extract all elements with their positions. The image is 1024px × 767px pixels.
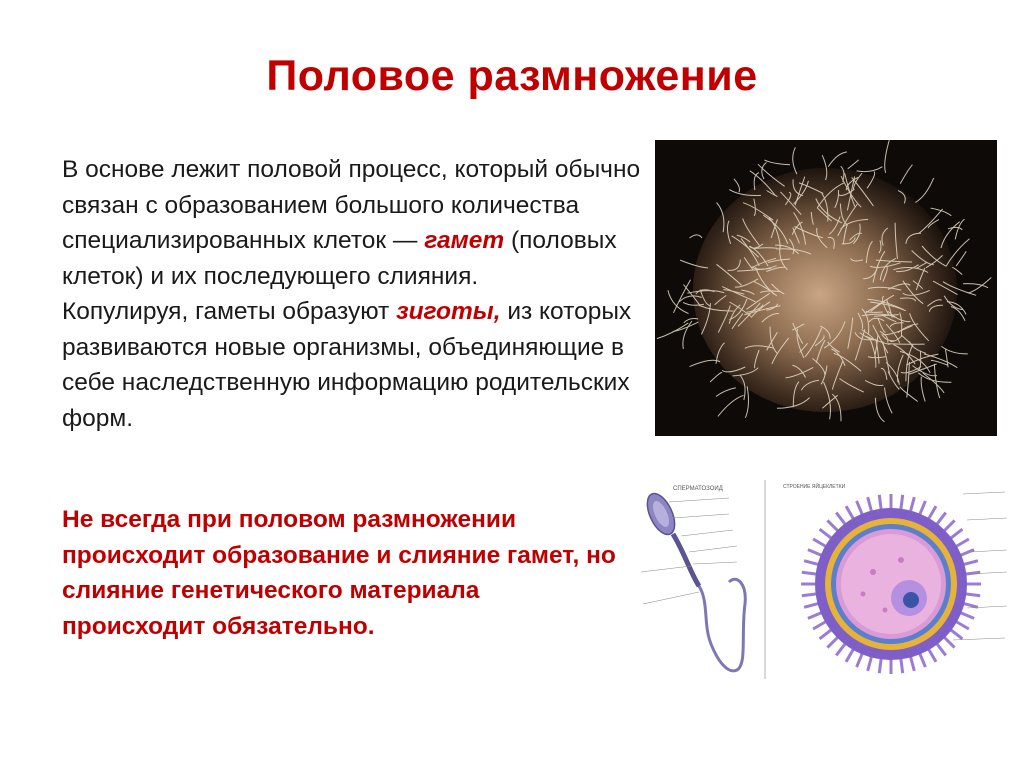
paragraph2-part1: Копулируя, гаметы образуют [62, 298, 397, 325]
sperm-label: СПЕРМАТОЗОИД [673, 486, 723, 492]
sperm-egg-fertilization-photo-icon [655, 140, 997, 436]
egg-spike-mark [901, 657, 903, 673]
paragraph2-part2: из которых развиваются новые организмы, объединяющие в себе наследственную информацию родительских форм. [62, 298, 632, 432]
main-paragraph [62, 152, 662, 436]
egg-spike-mark [879, 657, 881, 673]
egg-label: СТРОЕНИЕ ЯЙЦЕКЛЕТКИ [783, 484, 846, 490]
egg-spike-mark [901, 495, 903, 511]
gametes-diagram [633, 474, 1013, 684]
paragraph1-part2: (половых клеток) и их последующего слияния. [62, 227, 617, 290]
fertilization-photo [655, 140, 997, 436]
egg-spike-mark [802, 572, 818, 574]
sperm-and-egg-cell-diagram-icon [633, 474, 1013, 684]
term-gametes: гамет [424, 227, 505, 254]
note-text: Не всегда при половом размножении происходит образование и слияние гамет, но слияние генетического материала происходит обязательно. [62, 506, 616, 640]
sperm-tail-mark [888, 344, 925, 345]
paragraph1-part1: В основе лежит половой процесс, который обычно связан с образованием большого количества специализированных клеток — [62, 156, 641, 254]
slide-title: Половое размножение [266, 52, 758, 100]
egg-spike-mark [802, 594, 818, 596]
term-zygotes: зиготы, [396, 298, 501, 325]
egg-spike-mark [879, 495, 881, 511]
egg-spike-mark [964, 594, 980, 596]
